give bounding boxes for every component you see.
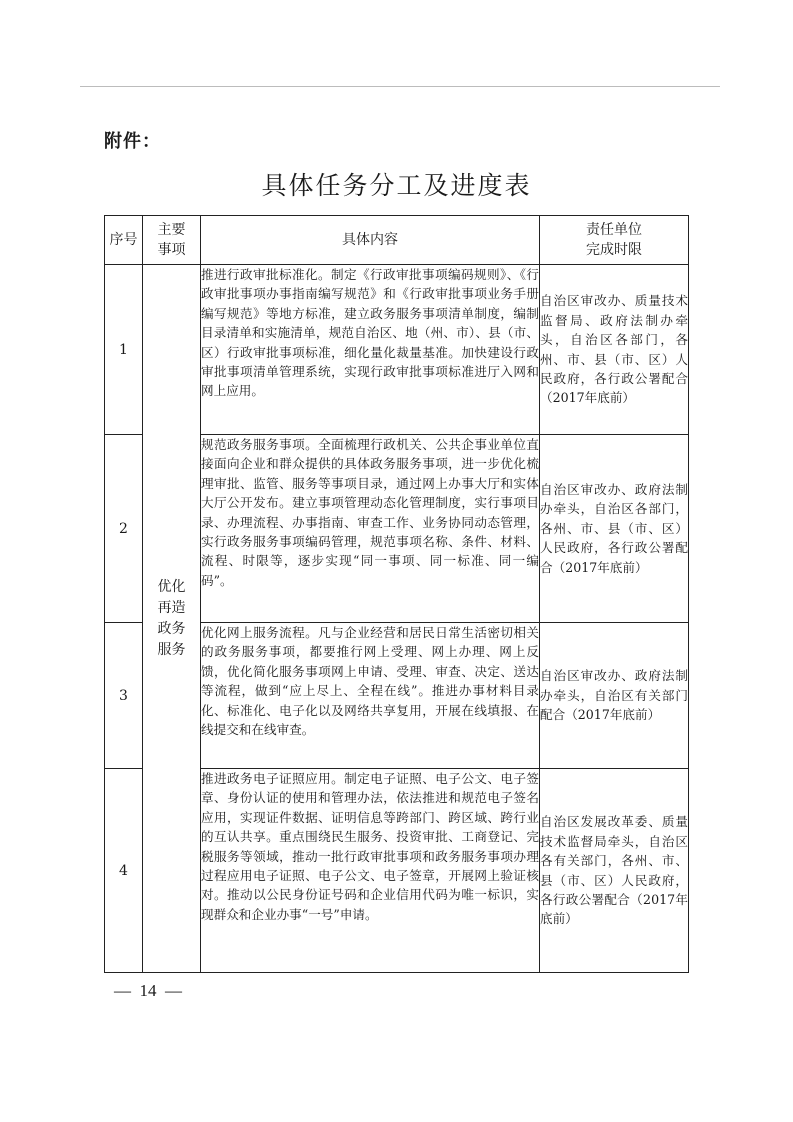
row-responsible: 自治区发展改革委、质量技术监督局牵头，自治区各有关部门，各州、市、县（市、区）人民政府，各行政公署配合（2017年底前） bbox=[540, 769, 689, 973]
row-seq: 4 bbox=[105, 769, 143, 973]
page-footer bbox=[114, 981, 182, 1001]
document-title: 具体任务分工及进度表 bbox=[261, 171, 532, 200]
table-row bbox=[105, 265, 689, 435]
row-seq: 1 bbox=[105, 265, 143, 435]
header-seq: 序号 bbox=[105, 216, 143, 265]
row-content: 规范政务服务事项。全面梳理行政机关、公共企事业单位直接面向企业和群众提供的具体政务服务事项，进一步优化梳理审批、监管、服务等事项目录，通过网上办事大厅和实体大厅公开发布。建立事项管理动态化管理制度，实行事项目录、办理流程、办事指南、审查工作、业务协同动态管理，实行政务服务事项编码管理，规范事项名称、条件、材料、流程、时限等，逐步实现“同一事项、同一标准、同一编码”。 bbox=[201, 435, 540, 623]
footer-dash-right: — bbox=[165, 981, 182, 1000]
footer-dash-left: — bbox=[114, 981, 131, 1000]
row-seq: 2 bbox=[105, 435, 143, 623]
header-main-item bbox=[143, 216, 201, 265]
row-responsible: 自治区审改办、质量技术监督局、政府法制办牵头，自治区各部门，各州、市、县（市、区）人民政府，各行政公署配合（2017年底前） bbox=[540, 265, 689, 435]
header-content: 具体内容 bbox=[201, 216, 540, 265]
main-item-cell bbox=[143, 265, 201, 973]
table-header-row bbox=[105, 216, 689, 265]
row-content: 优化网上服务流程。凡与企业经营和居民日常生活密切相关的政务服务事项，都要推行网上受理、网上办理、网上反馈，优化简化服务事项网上申请、受理、审查、决定、送达等流程，做到“应上尽上、全程在线”。推进办事材料目录化、标准化、电子化以及网络共享复用，开展在线填报、在线提交和在线审查。 bbox=[201, 623, 540, 769]
task-table bbox=[104, 215, 689, 973]
row-responsible: 自治区审改办、政府法制办牵头，自治区有关部门配合（2017年底前） bbox=[540, 623, 689, 769]
main-item-text: 优化再造政务服务 bbox=[157, 578, 186, 658]
header-main-item-text: 主要事项 bbox=[157, 222, 186, 258]
attachment-label: 附件： bbox=[104, 131, 161, 152]
row-content: 推进行政审批标准化。制定《行政审批事项编码规则》、《行政审批事项办事指南编写规范》和《行政审批事项业务手册编写规范》等地方标准，建立政务服务事项清单制度，编制目录清单和实施清单，规范自治区、地（州、市）、县（市、区）行政审批事项标准，细化量化裁量基准。加快建设行政审批事项清单管理系统，实现行政审批事项标准进厅入网和网上应用。 bbox=[201, 265, 540, 435]
row-content: 推进政务电子证照应用。制定电子证照、电子公文、电子签章、身份认证的使用和管理办法，依法推进和规范电子签名应用，实现证件数据、证明信息等跨部门、跨区域、跨行业的互认共享。重点围绕民生服务、投资审批、工商登记、完税服务等领域，推动一批行政审批事项和政务服务事项办理过程应用电子证照、电子公文、电子签章，开展网上验证核对。推动以公民身份证号码和企业信用代码为唯一标识，实现群众和企业办事“一号”申请。 bbox=[201, 769, 540, 973]
page-number: 14 bbox=[139, 981, 157, 1000]
row-seq: 3 bbox=[105, 623, 143, 769]
top-rule bbox=[80, 86, 720, 87]
row-responsible: 自治区审改办、政府法制办牵头，自治区各部门，各州、市、县（市、区）人民政府，各行政公署配合（2017年底前） bbox=[540, 435, 689, 623]
header-responsible: 责任单位 完成时限 bbox=[540, 216, 689, 265]
